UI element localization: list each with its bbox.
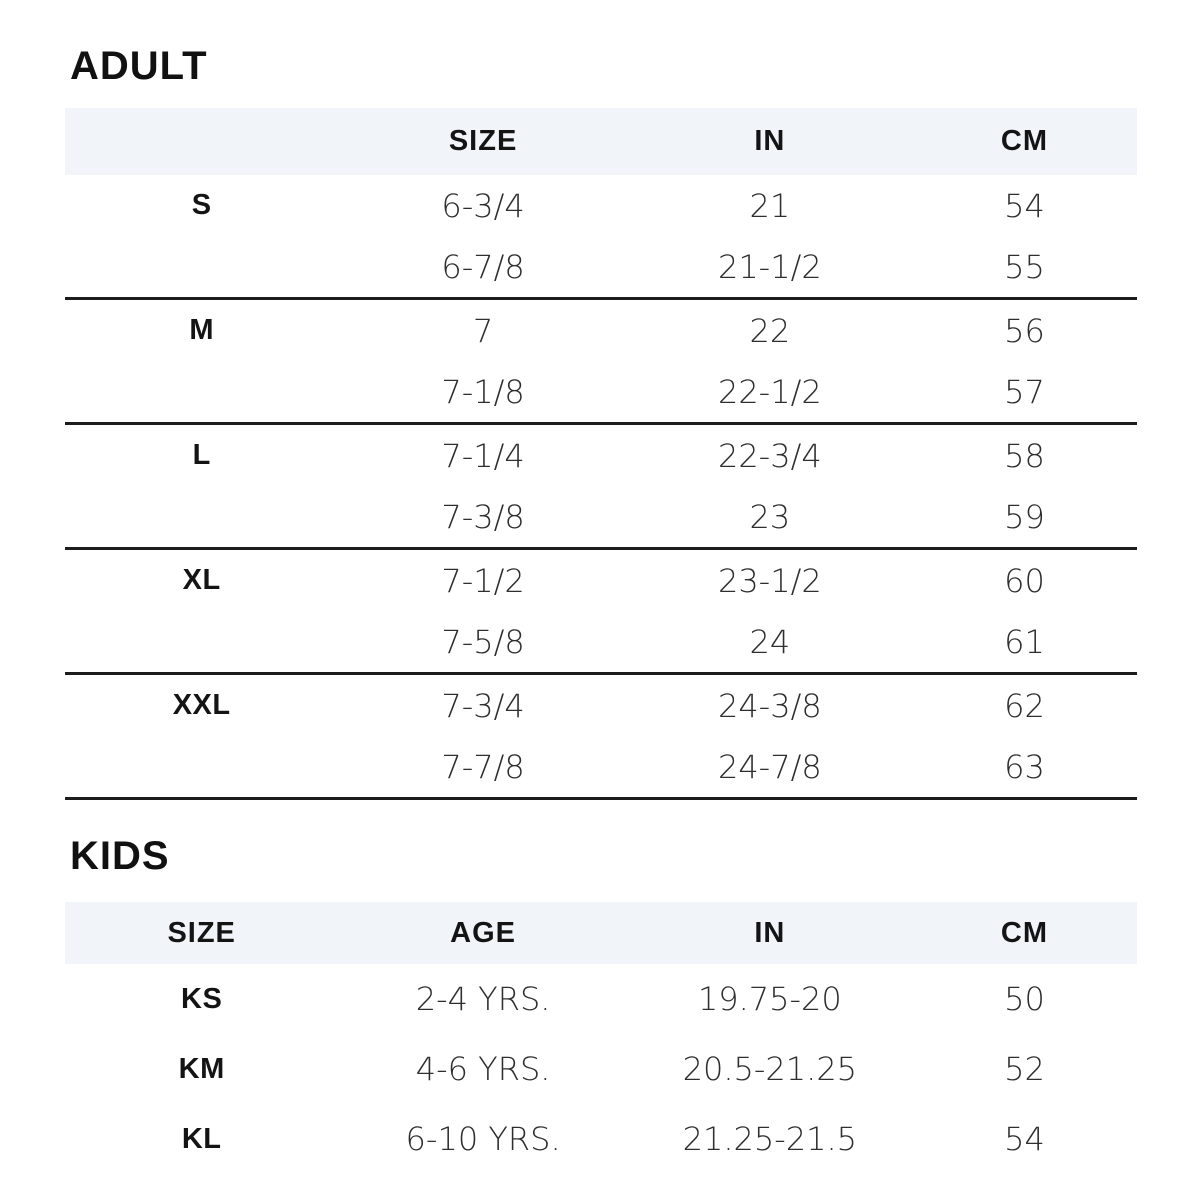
kids-header-in: IN — [628, 902, 912, 964]
size-label-cell — [65, 361, 338, 424]
value-cell: 54 — [1004, 186, 1045, 225]
size-label-cell — [65, 236, 338, 299]
value-cell: 63 — [912, 736, 1137, 799]
adult-table-row — [65, 486, 1137, 549]
value-cell: 24-7/8 — [628, 736, 912, 799]
value-cell: 6-3/4 — [441, 186, 525, 225]
value-cell: 56 — [1004, 311, 1045, 350]
value-cell: 57 — [912, 361, 1137, 424]
adult-header-in: IN — [628, 108, 912, 175]
value-cell: 21-1/2 — [628, 236, 912, 299]
adult-header-row — [65, 108, 1137, 175]
adult-table-row — [65, 361, 1137, 424]
kids-header-row — [65, 902, 1137, 964]
size-label-cell: KL — [181, 1122, 222, 1155]
value-cell: 55 — [912, 236, 1137, 299]
kids-section-title: KIDS — [70, 834, 170, 878]
value-cell: 7-5/8 — [338, 611, 627, 674]
kids-table-header — [65, 902, 1137, 964]
kids-size-table — [65, 902, 1137, 1174]
value-cell: 24 — [628, 611, 912, 674]
adult-section-title: ADULT — [70, 44, 208, 88]
adult-table-header — [65, 108, 1137, 175]
adult-table-row — [65, 236, 1137, 299]
kids-table-row — [65, 1104, 1137, 1174]
value-cell: 23 — [628, 486, 912, 549]
value-cell: 20.5-21.25 — [682, 1050, 858, 1088]
value-cell: 4-6 YRS. — [415, 1050, 551, 1088]
value-cell: 22-1/2 — [628, 361, 912, 424]
size-label-cell: M — [189, 314, 215, 346]
kids-header-cm: CM — [912, 902, 1137, 964]
value-cell: 52 — [1004, 1050, 1045, 1088]
value-cell: 6-7/8 — [338, 236, 627, 299]
value-cell: 7-1/2 — [441, 561, 525, 600]
kids-table-row — [65, 964, 1137, 1034]
value-cell: 60 — [1004, 561, 1045, 600]
kids-table-body — [65, 964, 1137, 1174]
value-cell: 21.25-21.5 — [682, 1120, 858, 1158]
value-cell: 7-1/4 — [441, 436, 525, 475]
value-cell: 19.75-20 — [697, 980, 842, 1018]
value-cell: 24-3/8 — [717, 686, 822, 725]
size-label-cell — [65, 736, 338, 799]
value-cell: 61 — [912, 611, 1137, 674]
value-cell: 2-4 YRS. — [415, 980, 551, 1018]
size-label-cell: S — [191, 189, 212, 221]
value-cell: 23-1/2 — [717, 561, 822, 600]
value-cell: 7 — [472, 311, 494, 350]
value-cell: 22 — [749, 311, 791, 350]
kids-header-size: SIZE — [65, 902, 338, 964]
size-label-cell — [65, 611, 338, 674]
kids-table-row — [65, 1034, 1137, 1104]
value-cell: 59 — [912, 486, 1137, 549]
size-label-cell: KS — [181, 982, 223, 1015]
value-cell: 62 — [1004, 686, 1045, 725]
size-label-cell: KM — [178, 1052, 225, 1085]
size-label-cell: L — [192, 439, 211, 471]
value-cell: 58 — [1004, 436, 1045, 475]
value-cell: 7-3/8 — [338, 486, 627, 549]
adult-size-table — [65, 108, 1137, 800]
adult-table-body — [65, 175, 1137, 799]
adult-header-blank — [65, 108, 338, 175]
size-label-cell — [65, 486, 338, 549]
value-cell: 54 — [1004, 1120, 1045, 1158]
adult-table-row — [65, 549, 1137, 612]
adult-header-size: SIZE — [338, 108, 627, 175]
size-label-cell: XXL — [172, 689, 231, 721]
adult-table-row — [65, 299, 1137, 362]
value-cell: 22-3/4 — [717, 436, 822, 475]
adult-table-row — [65, 175, 1137, 236]
value-cell: 21 — [749, 186, 791, 225]
value-cell: 6-10 YRS. — [405, 1120, 561, 1158]
value-cell: 7-3/4 — [441, 686, 525, 725]
value-cell: 7-7/8 — [338, 736, 627, 799]
adult-table-row — [65, 736, 1137, 799]
adult-header-cm: CM — [912, 108, 1137, 175]
adult-table-row — [65, 611, 1137, 674]
size-label-cell: XL — [182, 564, 221, 596]
value-cell: 50 — [1004, 980, 1045, 1018]
adult-table-row — [65, 424, 1137, 487]
value-cell: 7-1/8 — [338, 361, 627, 424]
kids-header-age: AGE — [338, 902, 627, 964]
adult-table-row — [65, 674, 1137, 737]
